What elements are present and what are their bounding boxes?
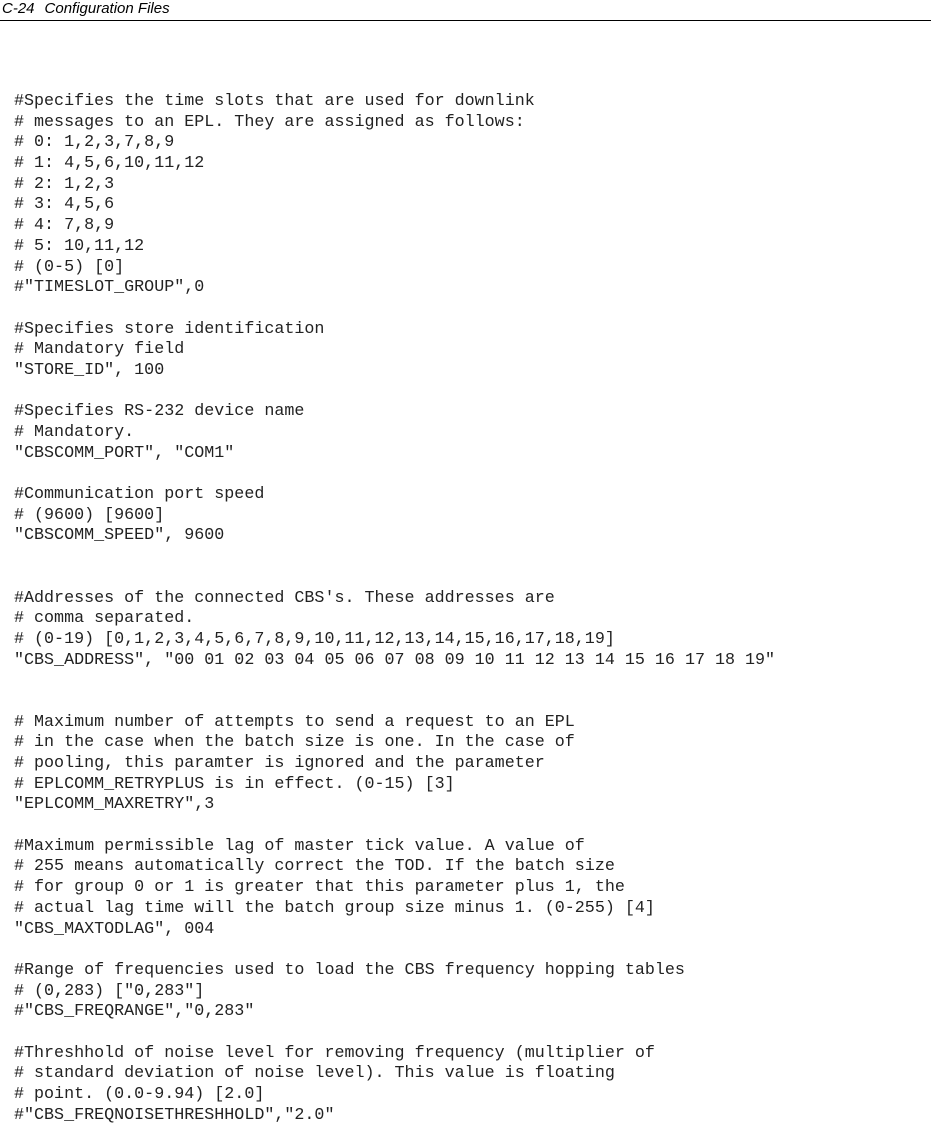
code-line: #Specifies store identification <box>14 319 325 339</box>
code-line: #Specifies the time slots that are used for downlink <box>14 92 535 111</box>
code-line <box>14 547 924 568</box>
code-line: #Communication port speed <box>14 485 265 505</box>
code-line <box>14 1023 924 1044</box>
code-line: "CBS_MAXTODLAG", 004 <box>14 919 215 939</box>
code-line: "CBSCOMM_SPEED", 9600 <box>14 526 225 546</box>
code-line: # comma separated. <box>14 609 195 629</box>
code-line: # for group 0 or 1 is greater that this parameter plus 1, the <box>14 878 625 898</box>
code-line <box>14 464 924 485</box>
code-line: #"CBS_FREQNOISETHRESHHOLD","2.0" <box>14 1105 335 1125</box>
code-line <box>14 816 924 837</box>
code-line: # actual lag time will the batch group size minus 1. (0-255) [4] <box>14 898 655 918</box>
code-line: # (0-19) [0,1,2,3,4,5,6,7,8,9,10,11,12,13,14,15,16,17,18,19] <box>14 629 615 649</box>
code-line <box>14 671 924 692</box>
code-line: # 4: 7,8,9 <box>14 216 115 236</box>
page-number: C-24 <box>2 0 35 17</box>
code-line: #Range of frequencies used to load the CBS frequency hopping tables <box>14 960 685 980</box>
code-line: # Mandatory. <box>14 423 135 442</box>
code-line: "EPLCOMM_MAXRETRY",3 <box>14 795 215 815</box>
code-line: "CBSCOMM_PORT", "COM1" <box>14 443 235 463</box>
page-header <box>0 0 931 21</box>
code-line: # Maximum number of attempts to send a request to an EPL <box>14 712 575 732</box>
code-line: # 5: 10,11,12 <box>14 236 145 256</box>
code-line <box>14 568 924 589</box>
code-line: # 1: 4,5,6,10,11,12 <box>14 154 205 174</box>
code-line: # 255 means automatically correct the TOD. If the batch size <box>14 857 615 877</box>
code-line: #Addresses of the connected CBS's. These addresses are <box>14 588 555 608</box>
code-line: "CBS_ADDRESS", "00 01 02 03 04 05 06 07 08 09 10 11 12 13 14 15 16 17 18 19" <box>14 650 776 670</box>
code-line: # 2: 1,2,3 <box>14 174 115 194</box>
code-line: "STORE_ID", 100 <box>14 360 165 380</box>
code-line: # (0-5) [0] <box>14 257 125 277</box>
code-line: # (0,283) ["0,283"] <box>14 981 205 1001</box>
code-line <box>14 382 924 403</box>
code-line: # in the case when the batch size is one. In the case of <box>14 733 575 753</box>
code-line: # messages to an EPL. They are assigned as follows: <box>14 112 525 132</box>
code-line: #"CBS_FREQRANGE","0,283" <box>14 1002 255 1022</box>
code-line: # pooling, this paramter is ignored and the parameter <box>14 754 545 773</box>
code-line: # 3: 4,5,6 <box>14 195 115 215</box>
code-line: # (9600) [9600] <box>14 505 165 525</box>
running-header <box>2 0 170 18</box>
code-line <box>14 299 924 320</box>
code-line: #"TIMESLOT_GROUP",0 <box>14 278 205 298</box>
config-file-listing <box>14 92 924 1126</box>
code-line: #Specifies RS-232 device name <box>14 402 305 422</box>
code-line <box>14 692 924 713</box>
code-line: #Maximum permissible lag of master tick value. A value of <box>14 836 585 856</box>
code-line: #Threshhold of noise level for removing frequency (multiplier of <box>14 1043 655 1063</box>
code-line <box>14 940 924 961</box>
code-line: # standard deviation of noise level). This value is floating <box>14 1064 615 1084</box>
code-line: # point. (0.0-9.94) [2.0] <box>14 1085 265 1104</box>
section-title: Configuration Files <box>44 0 170 17</box>
code-line: # EPLCOMM_RETRYPLUS is in effect. (0-15) [3] <box>14 774 455 794</box>
code-line: # 0: 1,2,3,7,8,9 <box>14 133 175 153</box>
code-line: # Mandatory field <box>14 340 185 360</box>
